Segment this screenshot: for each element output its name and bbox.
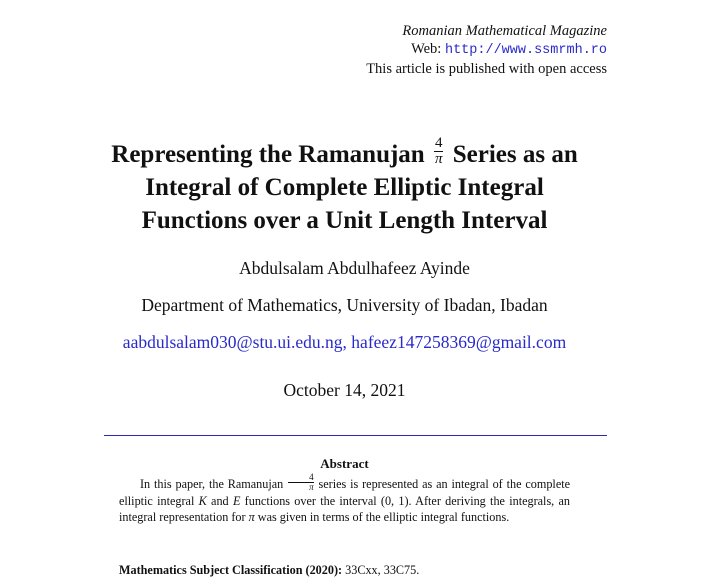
abstract-text-5: was given in terms of the elliptic integral functions.: [257, 509, 510, 524]
abstract-heading: Abstract: [320, 456, 369, 471]
web-label: Web:: [411, 41, 442, 57]
title-frac-den: π: [434, 150, 443, 167]
open-access-note: This article is published with open access: [366, 61, 607, 77]
abstract-text-1: In this paper, the Ramanujan: [140, 477, 284, 491]
abstract-frac-den: π: [309, 481, 314, 492]
author-emails-link[interactable]: aabdulsalam030@stu.ui.edu.ng, hafeez147258369@gmail.com: [122, 332, 567, 352]
title-line3: Functions over a Unit Length Interval: [141, 207, 548, 234]
title-part2: Series as an: [452, 141, 578, 168]
abstract-pi: π: [248, 509, 255, 524]
title-frac-num: 4: [434, 134, 443, 151]
abstract-fraction: [288, 473, 314, 492]
title-fraction: [434, 136, 444, 167]
abstract-frac-num: 4: [288, 473, 314, 483]
abstract-text-2: series is represented as an integral of the complete elliptic integral: [119, 477, 571, 508]
web-url-link[interactable]: http://www.ssmrmh.ro: [444, 43, 607, 58]
section-divider: [104, 435, 607, 436]
title-line2: Integral of Complete Elliptic Integral: [145, 174, 544, 201]
magazine-name: Romanian Mathematical Magazine: [402, 23, 607, 39]
msc-value: 33Cxx, 33C75.: [345, 563, 420, 577]
publication-date: October 14, 2021: [283, 380, 406, 400]
abstract-text-4: functions over the interval (0, 1). After deriving the integrals, an integral representation for: [119, 493, 571, 524]
abstract-E: E: [232, 493, 241, 508]
web-line: [366, 40, 607, 60]
abstract-K: K: [198, 493, 207, 508]
department: Department of Mathematics, University of Ibadan, Ibadan: [141, 295, 548, 315]
paper-title: [40, 134, 649, 237]
msc-label: Mathematics Subject Classification (2020):: [119, 563, 343, 577]
journal-header: [366, 22, 607, 78]
author-name: Abdulsalam Abdulhafeez Ayinde: [239, 258, 470, 278]
msc-classification: [119, 563, 419, 578]
abstract-text-3: and: [211, 493, 229, 508]
title-part1: Representing the Ramanujan: [111, 141, 425, 168]
abstract-body: [119, 471, 571, 525]
